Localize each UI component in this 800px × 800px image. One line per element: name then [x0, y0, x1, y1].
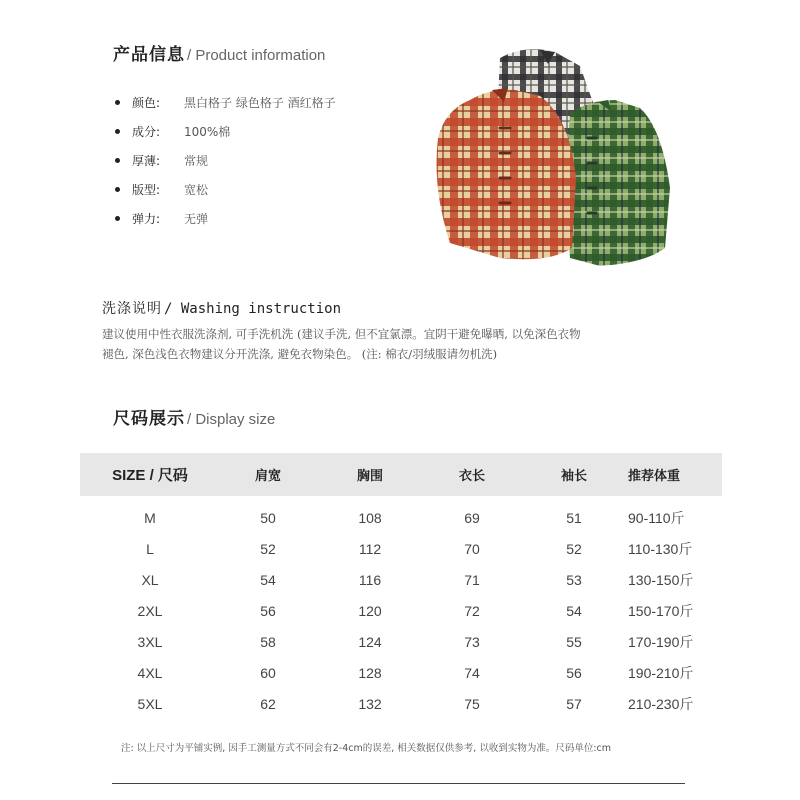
header-weight: 推荐体重	[628, 468, 681, 483]
cell-length: 69	[464, 509, 480, 526]
product-info-title	[113, 40, 325, 65]
size-table	[80, 453, 722, 719]
cell-size: M	[144, 509, 156, 526]
header-size: SIZE / 尺码	[112, 467, 188, 484]
cell-weight: 210-230斤	[628, 695, 694, 712]
product-info-title-zh: 产品信息	[113, 45, 185, 65]
size-title	[113, 404, 275, 429]
cell-chest: 124	[358, 633, 382, 650]
washing-title-zh: 洗涤说明	[102, 301, 162, 317]
attribute-thickness	[115, 146, 435, 175]
table-row	[80, 657, 722, 688]
cell-shoulder: 54	[260, 571, 276, 588]
cell-size: L	[146, 540, 154, 557]
cell-sleeve: 54	[566, 602, 582, 619]
table-row	[80, 502, 722, 533]
washing-line-2: 褪色, 深色浅色衣物建议分开洗涤, 避免衣物染色。 (注: 棉衣/羽绒服请勿机洗)	[102, 347, 498, 361]
attribute-fit	[115, 175, 435, 204]
cell-length: 70	[464, 540, 480, 557]
size-title-zh: 尺码展示	[113, 409, 185, 429]
cell-chest: 112	[358, 540, 382, 557]
attribute-color	[115, 88, 435, 117]
cell-shoulder: 60	[260, 664, 276, 681]
cell-chest: 116	[358, 571, 382, 588]
cell-sleeve: 53	[566, 571, 582, 588]
cell-sleeve: 56	[566, 664, 582, 681]
header-shoulder: 肩宽	[254, 468, 281, 483]
washing-text	[102, 324, 722, 364]
cell-shoulder: 50	[260, 509, 276, 526]
attribute-elasticity	[115, 204, 435, 233]
cell-length: 72	[464, 602, 480, 619]
header-length: 衣长	[458, 468, 485, 483]
size-table-body	[80, 496, 722, 719]
attribute-composition	[115, 117, 435, 146]
product-attributes	[115, 88, 435, 233]
attribute-value: 黑白格子 绿色格子 酒红格子	[184, 96, 336, 110]
attribute-value: 常规	[184, 154, 209, 168]
size-note: 注: 以上尺寸为平铺实例, 因手工测量方式不同会有2-4cm的误差, 相关数据仅供参考, 以收到实物为准。尺码单位:cm	[121, 743, 612, 754]
product-info-title-en: / Product information	[187, 47, 326, 64]
cell-shoulder: 58	[260, 633, 276, 650]
size-table-header	[80, 453, 722, 496]
cell-chest: 108	[358, 509, 382, 526]
cell-weight: 190-210斤	[628, 664, 694, 681]
cell-sleeve: 52	[566, 540, 582, 557]
bullet-icon	[115, 158, 120, 163]
attribute-value: 宽松	[184, 183, 209, 197]
table-row	[80, 626, 722, 657]
bullet-icon	[115, 216, 120, 221]
cell-chest: 128	[358, 664, 382, 681]
cell-chest: 120	[358, 602, 382, 619]
cell-weight: 110-130斤	[628, 540, 693, 557]
bullet-icon	[115, 100, 120, 105]
cell-shoulder: 52	[260, 540, 276, 557]
product-image	[430, 38, 675, 273]
cell-sleeve: 55	[566, 633, 582, 650]
washing-title-en: / Washing instruction	[164, 301, 342, 317]
cell-sleeve: 57	[566, 695, 582, 712]
attribute-key: 弹力:	[132, 212, 161, 226]
cell-shoulder: 62	[260, 695, 276, 712]
attribute-key: 版型:	[132, 183, 161, 197]
header-chest: 胸围	[356, 468, 383, 483]
table-row	[80, 595, 722, 626]
cell-length: 75	[464, 695, 480, 712]
cell-size: 4XL	[137, 664, 163, 681]
cell-chest: 132	[358, 695, 382, 712]
washing-title	[102, 298, 341, 318]
cell-size: XL	[141, 571, 159, 588]
attribute-key: 成分:	[132, 125, 161, 139]
table-row	[80, 564, 722, 595]
cell-sleeve: 51	[566, 509, 582, 526]
red-shirt	[437, 88, 577, 259]
attribute-value: 无弹	[184, 212, 209, 226]
cell-size: 5XL	[137, 695, 163, 712]
divider	[112, 783, 685, 784]
cell-shoulder: 56	[260, 602, 276, 619]
cell-weight: 170-190斤	[628, 633, 694, 650]
table-row	[80, 688, 722, 719]
cell-weight: 150-170斤	[628, 602, 694, 619]
attribute-key: 厚薄:	[132, 154, 161, 168]
cell-size: 3XL	[137, 633, 163, 650]
cell-length: 73	[464, 633, 480, 650]
cell-length: 74	[464, 664, 480, 681]
attribute-value: 100%棉	[184, 125, 231, 139]
bullet-icon	[115, 129, 120, 134]
table-row	[80, 533, 722, 564]
cell-weight: 130-150斤	[628, 571, 694, 588]
attribute-key: 颜色:	[132, 96, 161, 110]
size-title-en: / Display size	[187, 411, 276, 428]
green-shirt	[565, 100, 670, 266]
cell-size: 2XL	[137, 602, 163, 619]
header-sleeve: 袖长	[560, 468, 587, 483]
bullet-icon	[115, 187, 120, 192]
cell-length: 71	[464, 571, 480, 588]
washing-line-1: 建议使用中性衣服洗涤剂, 可手洗机洗 (建议手洗, 但不宜氯漂。宜阴干避免曝晒, 以免深色衣物	[102, 327, 581, 341]
cell-weight: 90-110斤	[628, 509, 685, 526]
